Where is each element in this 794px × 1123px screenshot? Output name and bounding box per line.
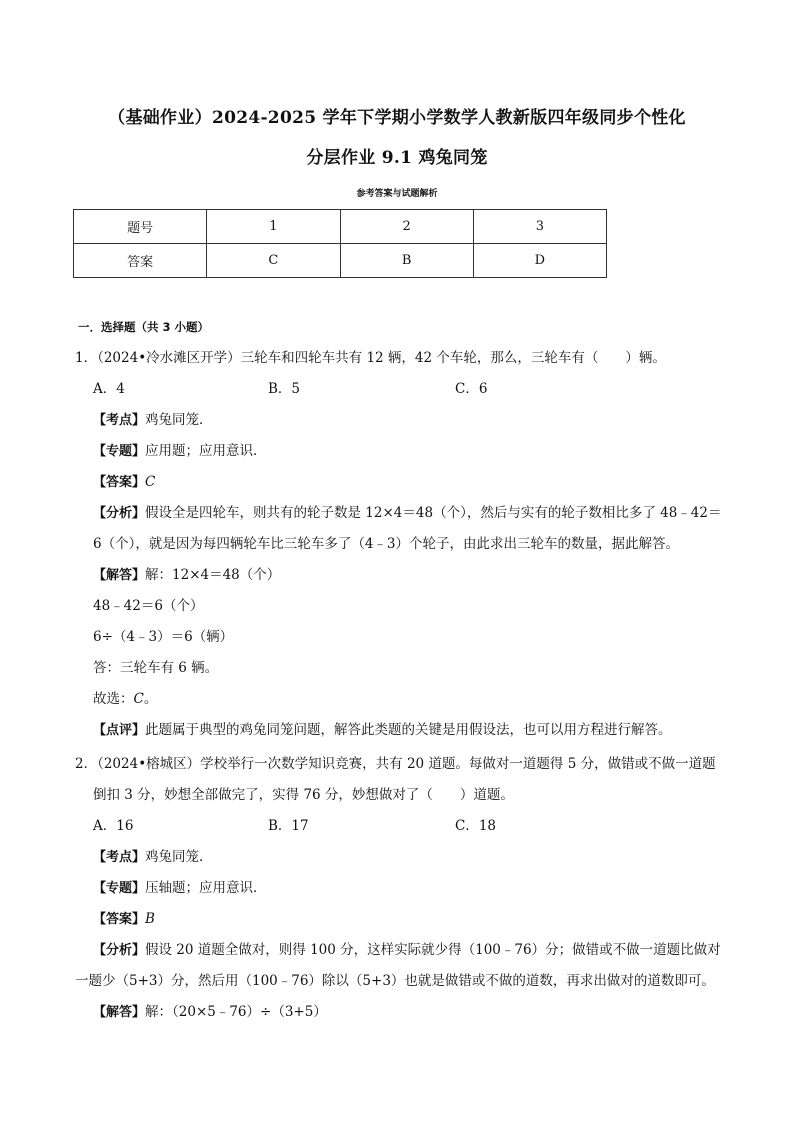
q1-jieda-text: 解：12×4＝48（个） (145, 567, 281, 583)
fenxi-tag: 【分析】 (93, 943, 146, 958)
q1-fenxi-line2: 6（个），就是因为每四辆轮车比三轮车多了（4﹣3）个轮子，由此求出三轮车的数量，据此解答。 (93, 536, 680, 552)
q1-stem: 1．（2024•冷水滩区开学）三轮车和四轮车共有 12 辆，42 个车轮，那么，三轮车有（ ）辆。 (75, 350, 666, 366)
table-answer-label: 答案 (74, 244, 207, 278)
q1-daan-text: C (145, 474, 156, 490)
kaodian-tag: 【考点】 (93, 850, 146, 865)
q2-fenxi-text1: 假设 20 道题全做对，则得 100 分，这样实际就少得（100﹣76）分；做错或不做一道题比做对 (145, 942, 721, 958)
q1-fenxi-text1: 假设全是四轮车，则共有的轮子数是 12×4＝48（个），然后与实有的轮子数相比多了 48﹣42＝ (145, 505, 722, 521)
kaodian-tag: 【考点】 (93, 413, 146, 428)
q1-choice-suffix: 。 (143, 691, 158, 707)
q1-choice (93, 689, 157, 709)
table-row-answers (74, 244, 607, 278)
section-heading: 一．选择题（共 3 小题） (78, 320, 210, 334)
table-header-label: 题号 (74, 210, 207, 244)
table-cell-number: 3 (473, 210, 606, 244)
page-title-line1: （基础作业）2024-2025 学年下学期小学数学人教新版四年级同步个性化 (108, 108, 686, 128)
q2-zhuanti (93, 878, 267, 899)
q1-kaodian (93, 410, 213, 431)
q2-kaodian-text: 鸡兔同笼． (145, 849, 213, 865)
q1-jieda (93, 565, 280, 586)
fenxi-tag: 【分析】 (93, 506, 146, 521)
q2-kaodian (93, 847, 213, 868)
table-cell-answer: C (207, 244, 340, 278)
page-title-line2: 分层作业 9.1 鸡兔同笼 (306, 148, 488, 168)
q1-option-b: B．5 (268, 381, 301, 397)
q1-daan (93, 472, 155, 493)
table-row-numbers (74, 210, 607, 244)
q2-daan (93, 909, 155, 930)
jieda-tag: 【解答】 (93, 568, 146, 583)
q2-jieda-text: 解：（20×5﹣76）÷（3+5） (145, 1004, 327, 1020)
q2-zhuanti-text: 压轴题；应用意识． (145, 880, 267, 896)
q1-kaodian-text: 鸡兔同笼． (145, 412, 213, 428)
q1-step-1: 48﹣42＝6（个） (93, 598, 204, 614)
q1-zhuanti (93, 441, 267, 462)
zhuanti-tag: 【专题】 (93, 881, 146, 896)
q1-step-3: 答：三轮车有 6 辆。 (93, 660, 219, 676)
q1-choice-prefix: 故选： (93, 691, 134, 707)
q2-fenxi-line2: 一题少（5+3）分，然后用（100﹣76）除以（5+3）也就是做错或不做的道数，再求出做对的道数即可。 (75, 973, 715, 989)
table-cell-answer: D (473, 244, 606, 278)
dianping-tag: 【点评】 (93, 723, 146, 738)
q1-option-a: A．4 (93, 381, 125, 397)
q2-option-c: C．18 (455, 818, 497, 834)
jieda-tag: 【解答】 (93, 1005, 146, 1020)
q1-option-c: C．6 (455, 381, 488, 397)
q1-zhuanti-text: 应用题；应用意识． (145, 443, 267, 459)
answer-table (73, 209, 607, 278)
table-cell-answer: B (340, 244, 473, 278)
q2-jieda (93, 1002, 327, 1023)
q1-choice-letter: C (133, 691, 144, 707)
q2-stem-line1: 2．（2024•榕城区）学校举行一次数学知识竞赛，共有 20 道题。每做对一道题得 5 分，做错或不做一道题 (75, 756, 716, 772)
q1-dianping (93, 720, 672, 741)
q2-fenxi-line1 (93, 940, 721, 961)
q2-stem-line2: 倒扣 3 分，妙想全部做完了，实得 76 分，妙想做对了（ ）道题。 (93, 787, 514, 803)
q2-option-a: A．16 (93, 818, 134, 834)
q1-fenxi-line1 (93, 503, 721, 524)
table-cell-number: 1 (207, 210, 340, 244)
q2-option-b: B．17 (268, 818, 309, 834)
q1-dianping-text: 此题属于典型的鸡兔同笼问题，解答此类题的关键是用假设法，也可以用方程进行解答。 (145, 722, 672, 738)
q2-daan-text: B (145, 911, 155, 927)
daan-tag: 【答案】 (93, 912, 146, 927)
q1-step-2: 6÷（4﹣3）＝6（辆） (93, 629, 234, 645)
daan-tag: 【答案】 (93, 475, 146, 490)
page-subtitle: 参考答案与试题解析 (356, 189, 438, 199)
table-cell-number: 2 (340, 210, 473, 244)
zhuanti-tag: 【专题】 (93, 444, 146, 459)
